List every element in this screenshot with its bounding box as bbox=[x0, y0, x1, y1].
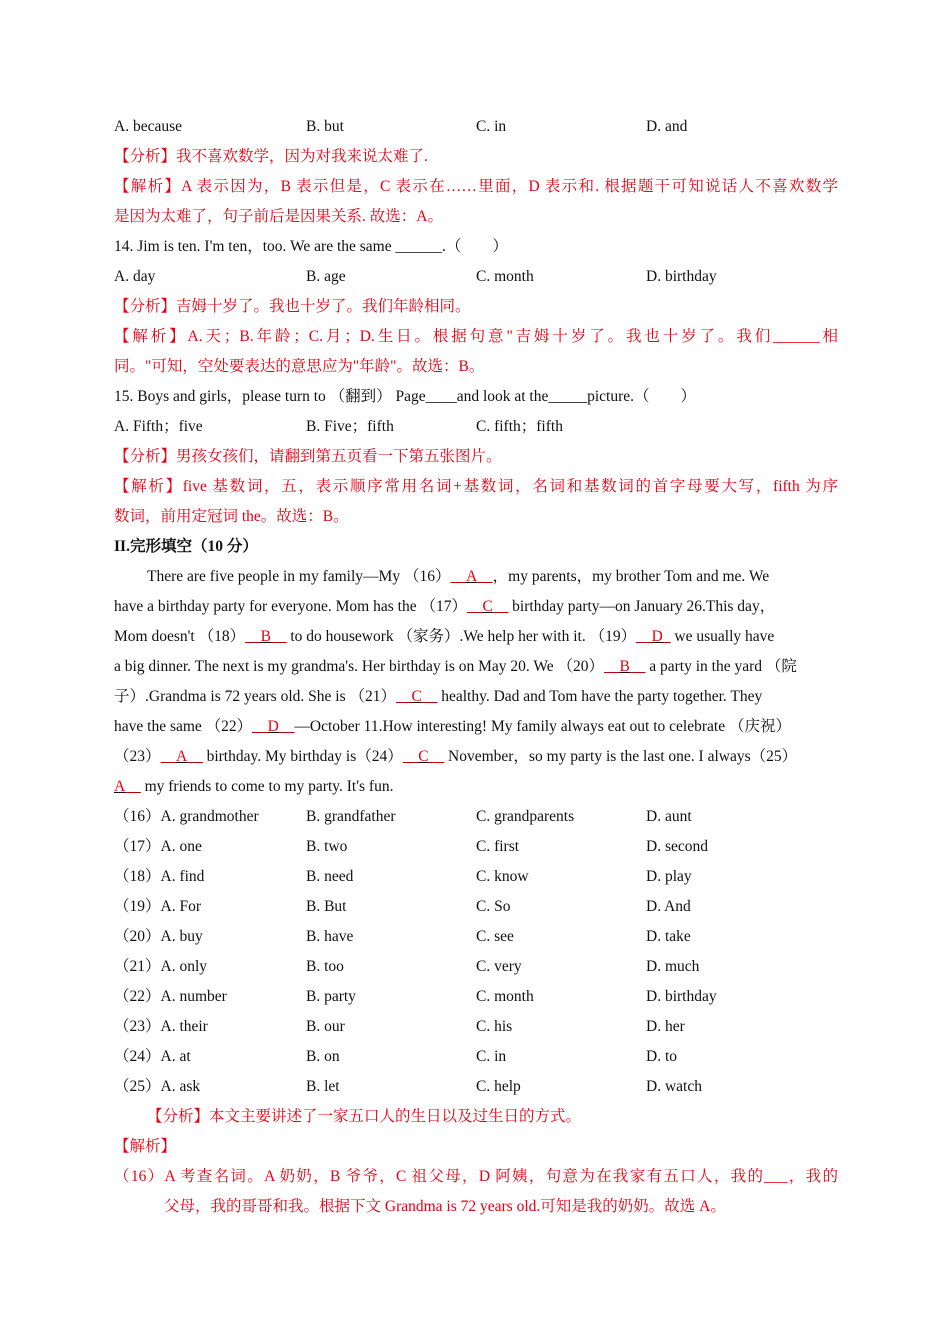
option: C. in bbox=[476, 118, 507, 135]
answer-20: __B__ bbox=[604, 658, 646, 675]
option: B. party bbox=[306, 988, 356, 1005]
passage-line bbox=[114, 652, 838, 682]
answer-18: __B__ bbox=[245, 628, 287, 645]
q14-stem: 14. Jim is ten. I'm ten，too. We are the same ______.（ ） bbox=[114, 238, 508, 255]
option: B. too bbox=[306, 958, 344, 975]
choice-row bbox=[114, 892, 838, 922]
answer-25: A__ bbox=[114, 778, 141, 795]
option: （21）A. only bbox=[114, 958, 208, 975]
option: D. and bbox=[646, 118, 688, 135]
passage-line bbox=[114, 592, 838, 622]
option: D. to bbox=[646, 1048, 677, 1065]
choice-row bbox=[114, 1072, 838, 1102]
option: B. on bbox=[306, 1048, 340, 1065]
q14-explanation: 【解析】A.天；B.年龄；C.月；D.生日。根据句意"吉姆十岁了。我也十岁了。我们______相 bbox=[114, 328, 838, 345]
option: B. have bbox=[306, 928, 354, 945]
cloze-explanation-16: （16）A 考查名词。A 奶奶，B 爷爷，C 祖父母，D 阿姨，句意为在我家有五口人，我的___，我的 bbox=[114, 1168, 838, 1185]
passage-text: we usually have bbox=[670, 628, 775, 645]
passage-text: birthday. My birthday is（24） bbox=[202, 748, 403, 765]
passage-text: November，so my party is the last one. I always（25） bbox=[444, 748, 798, 765]
cloze-choices bbox=[114, 802, 838, 1102]
answer-19: __D_ bbox=[636, 628, 671, 645]
passage-text: healthy. Dad and Tom have the party together. They bbox=[437, 688, 763, 705]
q13-analysis: 【分析】我不喜欢数学，因为对我来说太难了. bbox=[114, 148, 428, 165]
option: C. in bbox=[476, 1048, 507, 1065]
q13-explanation: 【解析】A 表示因为，B 表示但是，C 表示在……里面，D 表示和. 根据题干可知说话人不喜欢数学 bbox=[114, 178, 838, 195]
answer-16: __A__ bbox=[450, 568, 493, 585]
answer-24: __C__ bbox=[402, 748, 445, 765]
answer-22: __D__ bbox=[252, 718, 295, 735]
cloze-explanation-16: 父母，我的哥哥和我。根据下文 Grandma is 72 years old.可知是我的奶奶。故选 A。 bbox=[164, 1198, 726, 1215]
option: B. two bbox=[306, 838, 348, 855]
option: （25）A. ask bbox=[114, 1078, 201, 1095]
passage-text: birthday party—on January 26.This day， bbox=[508, 598, 776, 615]
option: C. first bbox=[476, 838, 520, 855]
passage-text: —October 11.How interesting! My family always eat out to celebrate （庆祝） bbox=[294, 718, 791, 735]
option: B. Five；fifth bbox=[306, 418, 394, 435]
choice-row bbox=[114, 802, 838, 832]
passage-line bbox=[114, 562, 838, 592]
option: （17）A. one bbox=[114, 838, 202, 855]
passage-line bbox=[114, 712, 838, 742]
option: C. fifth；fifth bbox=[476, 418, 563, 435]
passage-line bbox=[114, 682, 838, 712]
option: （22）A. number bbox=[114, 988, 227, 1005]
choice-row bbox=[114, 832, 838, 862]
passage-text: Mom doesn't （18） bbox=[114, 628, 246, 645]
option: （23）A. their bbox=[114, 1018, 208, 1035]
choice-row bbox=[114, 982, 838, 1012]
choice-row bbox=[114, 862, 838, 892]
option: C. So bbox=[476, 898, 511, 915]
option: B. need bbox=[306, 868, 354, 885]
passage-line bbox=[114, 742, 838, 772]
q15-explanation: 【解析】five 基数词，五，表示顺序常用名词+基数词，名词和基数词的首字母要大写，fifth 为序 bbox=[114, 478, 838, 495]
document-page bbox=[114, 112, 838, 1222]
passage-text: There are five people in my family—My （16） bbox=[147, 568, 451, 585]
option: D. watch bbox=[646, 1078, 702, 1095]
option: D. take bbox=[646, 928, 691, 945]
option: D. play bbox=[646, 868, 692, 885]
passage-text: have a birthday party for everyone. Mom has the （17） bbox=[114, 598, 467, 615]
q15-analysis: 【分析】男孩女孩们，请翻到第五页看一下第五张图片。 bbox=[114, 448, 502, 465]
section-title: II.完形填空（10 分） bbox=[114, 538, 258, 555]
q13-options bbox=[114, 112, 838, 142]
option: C. month bbox=[476, 268, 534, 285]
option: C. grandparents bbox=[476, 808, 575, 825]
option: （20）A. buy bbox=[114, 928, 203, 945]
passage-text: （23） bbox=[114, 748, 161, 765]
option: （18）A. find bbox=[114, 868, 205, 885]
option: （24）A. at bbox=[114, 1048, 191, 1065]
option: B. grandfather bbox=[306, 808, 396, 825]
passage-text: a party in the yard （院 bbox=[645, 658, 797, 675]
q14-explanation: 同。"可知，空处要表达的意思应为"年龄"。故选：B。 bbox=[114, 358, 485, 375]
choice-row bbox=[114, 1042, 838, 1072]
choice-row bbox=[114, 1012, 838, 1042]
option: D. second bbox=[646, 838, 708, 855]
answer-21: __C__ bbox=[395, 688, 438, 705]
option: A. because bbox=[114, 118, 182, 135]
passage-text: to do housework （家务）.We help her with it. （19） bbox=[286, 628, 637, 645]
q15-explanation: 数词，前用定冠词 the。故选：B。 bbox=[114, 508, 349, 525]
passage-text: ，my parents，my brother Tom and me. We bbox=[492, 568, 770, 585]
passage-text: my friends to come to my party. It's fun. bbox=[140, 778, 394, 795]
choice-row bbox=[114, 952, 838, 982]
option: C. help bbox=[476, 1078, 521, 1095]
option: D. much bbox=[646, 958, 700, 975]
option: B. our bbox=[306, 1018, 345, 1035]
answer-23: __A__ bbox=[160, 748, 203, 765]
option: D. her bbox=[646, 1018, 685, 1035]
option: D. birthday bbox=[646, 268, 717, 285]
q15-stem: 15. Boys and girls，please turn to （翻到） Page____and look at the_____picture.（ ） bbox=[114, 388, 697, 405]
option: D. aunt bbox=[646, 808, 692, 825]
cloze-analysis: 【分析】本文主要讲述了一家五口人的生日以及过生日的方式。 bbox=[147, 1108, 582, 1125]
passage-text: have the same （22） bbox=[114, 718, 253, 735]
q13-explanation: 是因为太难了，句子前后是因果关系. 故选：A。 bbox=[114, 208, 443, 225]
option: （19）A. For bbox=[114, 898, 201, 915]
passage-text: 子）.Grandma is 72 years old. She is （21） bbox=[114, 688, 396, 705]
option: C. see bbox=[476, 928, 514, 945]
option: （16）A. grandmother bbox=[114, 808, 259, 825]
option: B. but bbox=[306, 118, 344, 135]
choice-row bbox=[114, 922, 838, 952]
option: C. his bbox=[476, 1018, 513, 1035]
q14-analysis: 【分析】吉姆十岁了。我也十岁了。我们年龄相同。 bbox=[114, 298, 471, 315]
passage-line bbox=[114, 772, 838, 802]
option: D. birthday bbox=[646, 988, 717, 1005]
option: D. And bbox=[646, 898, 691, 915]
passage-line bbox=[114, 622, 838, 652]
option: A. day bbox=[114, 268, 156, 285]
option: B. age bbox=[306, 268, 346, 285]
cloze-explanation-label: 【解析】 bbox=[114, 1138, 177, 1155]
q15-options bbox=[114, 412, 838, 442]
option: C. month bbox=[476, 988, 534, 1005]
option: B. let bbox=[306, 1078, 340, 1095]
option: C. very bbox=[476, 958, 522, 975]
q14-options bbox=[114, 262, 838, 292]
option: C. know bbox=[476, 868, 529, 885]
option: B. But bbox=[306, 898, 347, 915]
answer-17: __C__ bbox=[466, 598, 509, 615]
passage-text: a big dinner. The next is my grandma's. Her birthday is on May 20. We （20） bbox=[114, 658, 605, 675]
option: A. Fifth；five bbox=[114, 418, 203, 435]
